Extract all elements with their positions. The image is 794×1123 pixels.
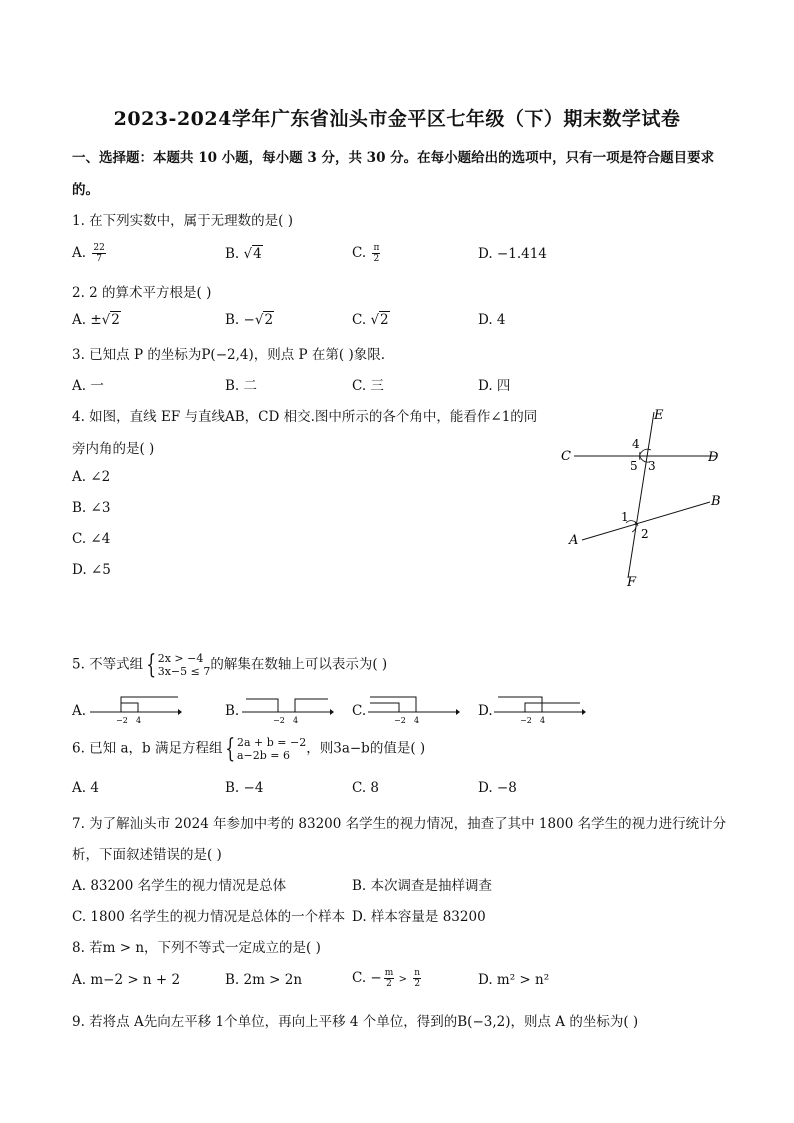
inequality-system: { 2x > −4 3x−5 ≤ 7 [146,650,211,680]
question-2-option-b: B. −√2 [225,312,274,328]
number-line-c [366,694,461,726]
label-angle-5: 5 [630,459,638,473]
label-c: C [561,449,571,464]
question-5-stem: 5. 不等式组 { 2x > −4 3x−5 ≤ 7 的解集在数轴上可以表示为( ) [72,650,388,680]
fraction: $\frac{n}{2}$ [414,968,421,989]
question-1-stem: 1. 在下列实数中，属于无理数的是( ) [72,213,293,229]
number-line-a [88,694,183,726]
label-e: E [654,408,664,423]
question-4-stem-line1: 4. 如图，直线 EF 与直线AB，CD 相交.图中所示的各个角中，能看作∠1的同 [72,409,538,425]
question-4-option-a: A. ∠2 [72,469,111,485]
question-5-option-c-label: C. [352,703,367,719]
question-6-option-b: B. −4 [225,780,264,796]
question-3-option-c: C. 三 [352,378,384,394]
label-angle-2: 2 [641,527,649,541]
question-7-option-b: B. 本次调查是抽样调查 [352,878,493,894]
sqrt-expression: √4 [243,246,262,262]
question-1-option-a: A. $\frac{22}{7}$ [72,243,105,264]
question-7-option-d: D. 样本容量是 83200 [352,909,486,925]
question-2-option-a: A. ±√2 [72,312,120,328]
number-line-d [492,694,587,726]
question-6-option-d: D. −8 [478,780,517,796]
question-3-option-a: A. 一 [72,378,104,394]
svg-text:−2: −2 [394,716,406,725]
label-angle-1: 1 [621,510,629,524]
svg-text:−2: −2 [520,716,532,725]
question-8-option-d: D. m² > n² [478,972,550,988]
question-4-figure [556,402,736,592]
question-8-stem: 8. 若m > n，下列不等式一定成立的是( ) [72,940,321,956]
label-angle-3: 3 [648,459,656,473]
question-9-stem: 9. 若将点 A先向左平移 1个单位，再向上平移 4 个单位，得到的B(−3,2)，则点 A 的坐标为( ) [72,1014,639,1030]
question-4-option-c: C. ∠4 [72,531,111,547]
sqrt-expression: √2 [370,312,389,328]
equation-system: { 2a + b = −2 a−2b = 6 [225,734,307,764]
question-8-option-c: C. − $\frac{m}{2}$ > $\frac{n}{2}$ [352,968,421,989]
question-2-option-c: C. √2 [352,312,389,328]
exam-title: 2023-2024学年广东省汕头市金平区七年级（下）期末数学试卷 [113,108,681,130]
question-7-stem-line1: 7. 为了解汕头市 2024 年参加中考的 83200 名学生的视力情况，抽查了其中 1800 名学生的视力进行统计分 [72,816,727,832]
section-1-heading-line1: 一、选择题：本题共 10 小题，每小题 3 分，共 30 分。在每小题给出的选项中，只有一项是符合题目要求 [72,150,715,166]
question-6-option-c: C. 8 [352,780,380,796]
svg-text:4: 4 [540,716,546,725]
number-line-b [240,694,335,726]
fraction: $\frac{22}{7}$ [93,243,105,264]
question-7-stem-line2: 析，下面叙述错误的是( ) [72,847,222,863]
label-a: A [569,533,579,548]
fraction: $\frac{\pi}{2}$ [373,243,380,264]
question-7-option-c: C. 1800 名学生的视力情况是总体的一个样本 [72,909,346,925]
label-f: F [627,575,637,590]
question-2-option-d: D. 4 [478,312,506,328]
question-8-option-b: B. 2m > 2n [225,972,303,988]
question-5-option-d-label: D. [478,703,493,719]
question-5-option-b-label: B. [225,703,240,719]
svg-text:−2: −2 [116,716,128,725]
question-4-option-d: D. ∠5 [72,562,111,578]
question-1-option-d: D. −1.414 [478,246,547,262]
question-1-option-c: C. $\frac{\pi}{2}$ [352,243,380,264]
svg-text:4: 4 [136,716,142,725]
question-1-option-b: B. √4 [225,246,262,262]
question-4-stem-line2: 旁内角的是( ) [72,441,155,457]
question-3-stem: 3. 已知点 P 的坐标为P(−2,4)，则点 P 在第( )象限. [72,347,386,363]
label-angle-4: 4 [632,437,640,451]
section-1-heading-line2: 的。 [72,182,99,198]
question-4-option-b: B. ∠3 [72,500,111,516]
question-6-option-a: A. 4 [72,780,99,796]
sqrt-expression: √2 [254,312,274,328]
svg-text:4: 4 [293,716,299,725]
question-3-option-d: D. 四 [478,378,511,394]
sqrt-expression: √2 [101,312,120,328]
question-2-stem: 2. 2 的算术平方根是( ) [72,285,212,301]
question-6-stem: 6. 已知 a，b 满足方程组 { 2a + b = −2 a−2b = 6 ，则3a−b的值是( ) [72,734,426,764]
label-d: D [708,450,719,465]
svg-text:−2: −2 [273,716,285,725]
question-3-option-b: B. 二 [225,378,258,394]
question-7-option-a: A. 83200 名学生的视力情况是总体 [72,878,287,894]
label-b: B [711,494,721,509]
question-5-option-a-label: A. [72,703,87,719]
svg-text:4: 4 [414,716,420,725]
question-8-option-a: A. m−2 > n + 2 [72,972,181,988]
fraction: $\frac{m}{2}$ [384,968,394,989]
